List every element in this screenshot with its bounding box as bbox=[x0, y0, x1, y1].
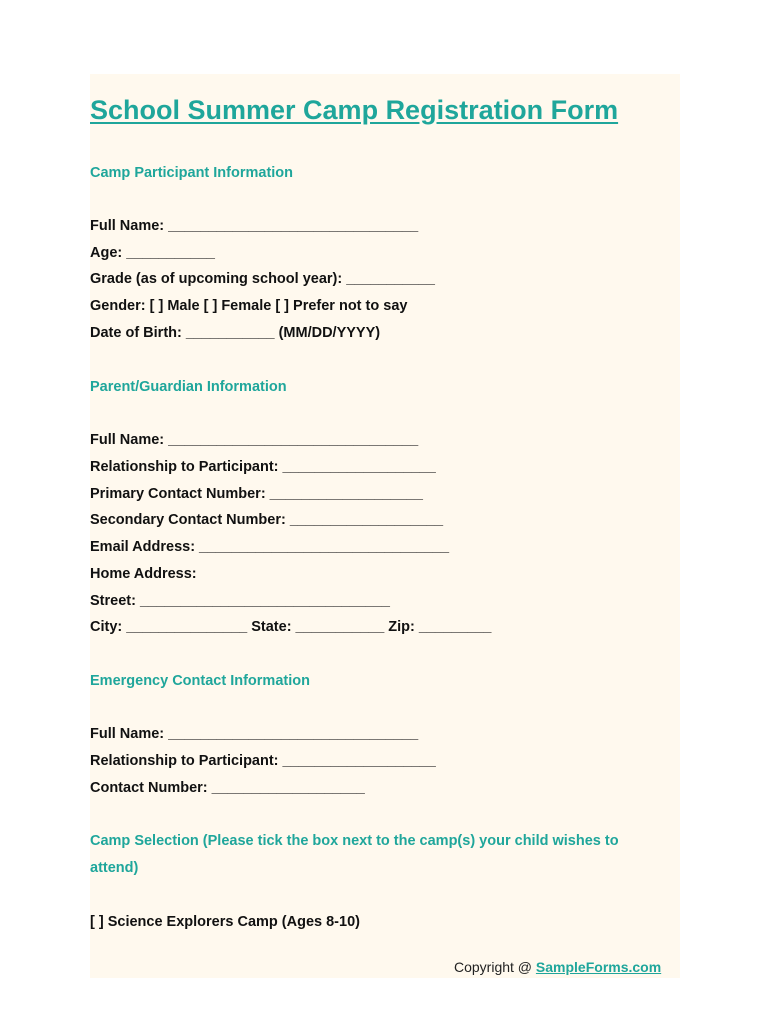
camp-option-science-explorers[interactable]: [ ] Science Explorers Camp (Ages 8-10) bbox=[90, 914, 360, 930]
guardian-section-heading: Parent/Guardian Information bbox=[90, 379, 287, 395]
participant-full-name-field[interactable]: Full Name: _______________________________ bbox=[90, 218, 419, 234]
guardian-home-address-label: Home Address: bbox=[90, 566, 197, 582]
guardian-email-field[interactable]: Email Address: _______________________________ bbox=[90, 539, 450, 555]
guardian-secondary-contact-field[interactable]: Secondary Contact Number: ___________________ bbox=[90, 512, 444, 528]
guardian-full-name-field[interactable]: Full Name: _______________________________ bbox=[90, 432, 419, 448]
camp-selection-heading: Camp Selection (Please tick the box next to the camp(s) your child wishes to attend) bbox=[90, 833, 619, 876]
participant-dob-field[interactable]: Date of Birth: ___________ (MM/DD/YYYY) bbox=[90, 325, 381, 341]
form-title: School Summer Camp Registration Form bbox=[90, 95, 619, 125]
guardian-street-field[interactable]: Street: _______________________________ bbox=[90, 593, 390, 609]
participant-age-field[interactable]: Age: ___________ bbox=[90, 245, 215, 261]
emergency-full-name-field[interactable]: Full Name: _______________________________ bbox=[90, 726, 419, 742]
participant-grade-field[interactable]: Grade (as of upcoming school year): ___________ bbox=[90, 271, 435, 287]
participant-gender-options[interactable]: Gender: [ ] Male [ ] Female [ ] Prefer not to say bbox=[90, 298, 408, 314]
participant-section-heading: Camp Participant Information bbox=[90, 165, 294, 181]
guardian-relationship-field[interactable]: Relationship to Participant: ___________________ bbox=[90, 459, 436, 475]
copyright-footer bbox=[454, 959, 661, 975]
guardian-primary-contact-field[interactable]: Primary Contact Number: ___________________ bbox=[90, 486, 423, 502]
emergency-contact-number-field[interactable]: Contact Number: ___________________ bbox=[90, 780, 365, 796]
sampleforms-link[interactable]: SampleForms.com bbox=[535, 959, 662, 975]
copyright-text: Copyright @ bbox=[454, 959, 536, 975]
emergency-section-heading: Emergency Contact Information bbox=[90, 673, 310, 689]
emergency-relationship-field[interactable]: Relationship to Participant: ___________________ bbox=[90, 753, 436, 769]
guardian-city-state-zip-field[interactable]: City: _______________ State: ___________ Zip: _________ bbox=[90, 619, 492, 635]
